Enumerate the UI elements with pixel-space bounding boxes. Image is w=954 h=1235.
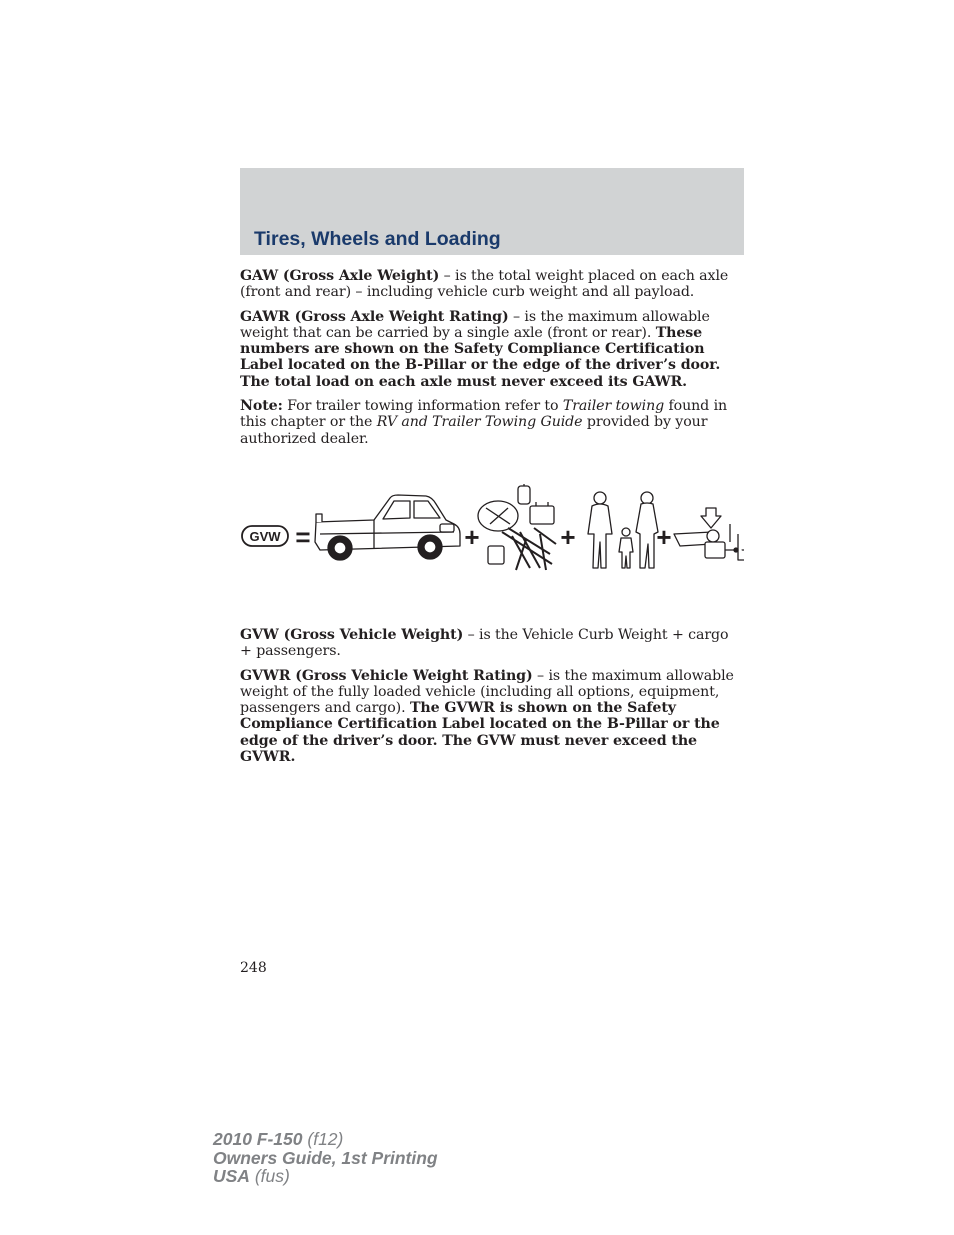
note-text-3: provided by your authorized dealer. <box>240 414 708 447</box>
equals-sign: = <box>295 522 311 552</box>
passengers-family-icon <box>588 492 658 568</box>
pickup-truck-icon <box>315 495 460 560</box>
note-label: Note: <box>240 398 283 415</box>
gvwr-warning: The GVWR is shown on the Safety Compliance Certification Label located on the B-Pillar or the edge of the driver’s door. The GVW must never exceed the GVWR. <box>240 700 720 766</box>
trailer-towing-reference: Trailer towing <box>562 398 665 415</box>
document-footer <box>213 1130 438 1186</box>
gawr-text: – is the maximum allowable weight that can be carried by a single axle (front or rear). <box>240 308 710 341</box>
plus-sign-2: + <box>560 522 576 552</box>
definitions-bottom <box>240 627 744 765</box>
trailer-hitch-icon <box>674 508 744 560</box>
gvw-definition <box>240 627 744 660</box>
gvw-badge-label: GVW <box>249 529 281 544</box>
gvwr-text: – is the maximum allowable weight of the fully loaded vehicle (including all options, equipment, passengers and cargo). <box>240 667 734 717</box>
gvw-equation-figure <box>240 484 744 576</box>
gvwr-definition <box>240 668 744 766</box>
footer-region-code: (fus) <box>249 1166 290 1186</box>
towing-note <box>240 398 744 447</box>
footer-line-2: Owners Guide, 1st Printing <box>213 1147 438 1168</box>
page-number: 248 <box>240 960 267 976</box>
section-title: Tires, Wheels and Loading <box>254 228 501 250</box>
gaw-definition <box>240 268 744 301</box>
note-text-1: For trailer towing information refer to <box>282 398 563 415</box>
definitions-top <box>240 268 744 447</box>
note-text-2: found in this chapter or the <box>240 398 728 431</box>
gvwr-term: GVWR (Gross Vehicle Weight Rating) <box>240 667 533 684</box>
gaw-term: GAW (Gross Axle Weight) <box>240 268 440 284</box>
cargo-grill-luggage-icon <box>478 484 556 570</box>
section-header-band <box>240 168 744 255</box>
gvw-text: – is the Vehicle Curb Weight + cargo + passengers. <box>240 627 729 660</box>
gawr-definition <box>240 309 744 390</box>
gvw-badge <box>242 526 288 546</box>
footer-model: 2010 F-150 <box>213 1129 303 1149</box>
gawr-term: GAWR (Gross Axle Weight Rating) <box>240 308 509 325</box>
plus-sign-3: + <box>656 522 672 552</box>
footer-line-3 <box>213 1167 438 1186</box>
gawr-warning: These numbers are shown on the Safety Compliance Certification Label located on the B-Pillar or the edge of the driver’s door. The total load on each axle must never exceed its GAWR. <box>240 324 721 390</box>
rv-towing-guide-reference: RV and Trailer Towing Guide <box>376 414 583 431</box>
plus-sign-1: + <box>464 522 480 552</box>
footer-model-code: (f12) <box>302 1129 344 1149</box>
footer-region: USA <box>213 1166 250 1186</box>
footer-line-1 <box>213 1130 438 1149</box>
gvw-term: GVW (Gross Vehicle Weight) <box>240 627 464 643</box>
gaw-text: – is the total weight placed on each axle (front and rear) – including vehicle curb weight and all payload. <box>240 268 729 301</box>
